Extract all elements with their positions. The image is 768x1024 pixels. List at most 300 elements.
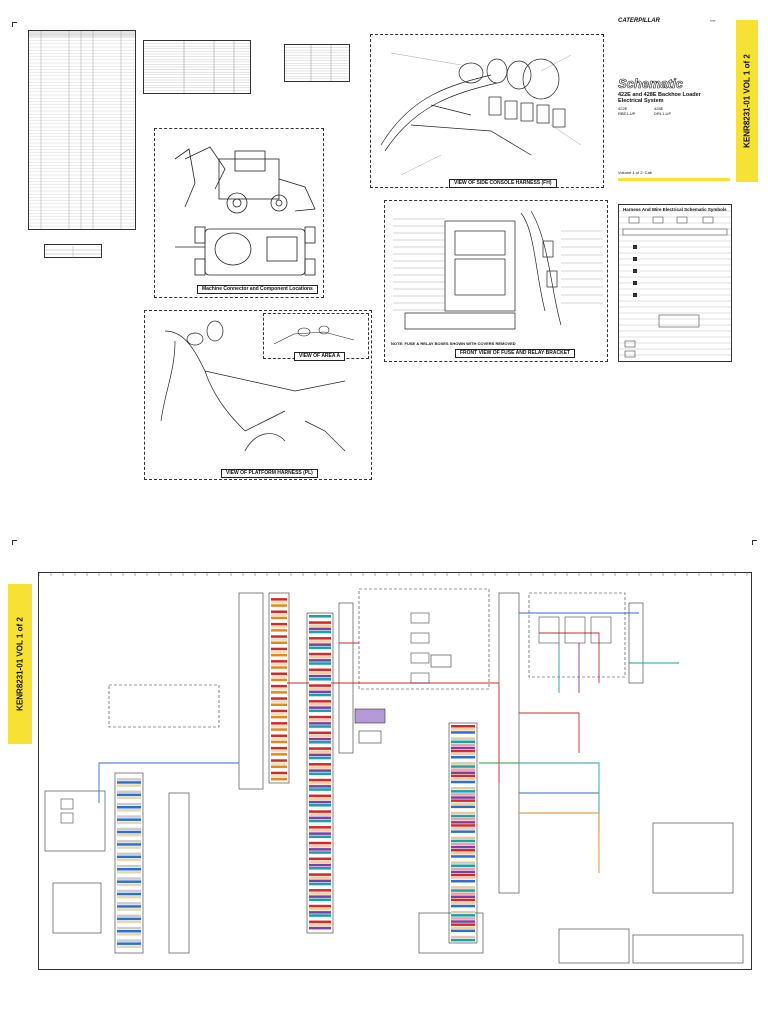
- wire-segment: [309, 905, 331, 908]
- wire-segment: [117, 899, 141, 902]
- wire-segment: [309, 706, 331, 709]
- wire-segment: [309, 776, 331, 779]
- wire-segment: [309, 873, 331, 876]
- wire-segment: [117, 915, 141, 918]
- wire-segment: [117, 775, 141, 778]
- wire-segment: [117, 859, 141, 862]
- wire-segment: [451, 725, 475, 728]
- fuse-relay-drawing: [385, 201, 607, 361]
- schematic-title: Schematic: [618, 76, 684, 91]
- wire-segment: [451, 787, 475, 790]
- wire-segment: [451, 821, 475, 824]
- wire-segment: [309, 659, 331, 662]
- wire-segment: [117, 803, 141, 806]
- machine-locations-panel: [154, 128, 324, 298]
- wire-segment: [451, 923, 475, 926]
- serial-right: DRL1-UP: [654, 111, 672, 116]
- brand-logo: CATERPILLAR: [618, 18, 660, 24]
- wire-segment: [309, 864, 331, 867]
- wire-segment: [309, 763, 331, 766]
- wire-segment: [309, 694, 331, 697]
- wire-segment: [309, 669, 331, 672]
- wire-segment: [309, 675, 331, 678]
- wire-segment: [117, 834, 141, 837]
- wire-segment: [309, 769, 331, 772]
- wire-segment: [271, 778, 287, 781]
- wire-segment: [451, 734, 475, 737]
- wire-segment: [271, 669, 287, 672]
- wire-segment: [309, 738, 331, 741]
- wire-segment: [271, 772, 287, 775]
- wire-segment: [117, 908, 141, 911]
- wire-segment: [271, 697, 287, 700]
- wire-segment: [451, 756, 475, 759]
- wire-segment: [271, 744, 287, 747]
- wire-segment: [451, 871, 475, 874]
- wire-segment: [309, 773, 331, 776]
- wire-segment: [309, 713, 331, 716]
- wire-segment: [309, 836, 331, 839]
- wire-segment: [451, 889, 475, 892]
- wire-segment: [309, 643, 331, 646]
- wire-segment: [271, 645, 287, 648]
- wire-segment: [117, 778, 141, 781]
- wire-segment: [271, 753, 287, 756]
- wire-segment: [271, 700, 287, 703]
- wire-segment: [117, 809, 141, 812]
- wire-segment: [451, 799, 475, 802]
- wire-segment: [309, 823, 331, 826]
- fuse-relay-caption: FRONT VIEW OF FUSE AND RELAY BRACKET: [455, 349, 575, 358]
- wire-segment: [271, 660, 287, 663]
- wire-segment: [271, 722, 287, 725]
- wire-segment: [451, 852, 475, 855]
- table-grid: [29, 31, 135, 229]
- harness-table-b: [284, 44, 350, 82]
- wire-segment: [271, 756, 287, 759]
- wire-segment: [117, 887, 141, 890]
- wire-segment: [309, 741, 331, 744]
- wire-segment: [309, 766, 331, 769]
- wire-segment: [451, 858, 475, 861]
- wire-segment: [271, 719, 287, 722]
- wire-segment: [117, 794, 141, 797]
- wire-segment: [451, 768, 475, 771]
- wire-segment: [271, 713, 287, 716]
- wire-segment: [117, 868, 141, 871]
- wire-segment: [271, 648, 287, 651]
- wire-segment: [309, 911, 331, 914]
- wire-segment: [309, 854, 331, 857]
- wire-segment: [451, 837, 475, 840]
- wire-segment: [451, 930, 475, 933]
- symbols-panel: [618, 204, 732, 362]
- wire-segment: [309, 697, 331, 700]
- wire-segment: [309, 880, 331, 883]
- wire-segment: [309, 832, 331, 835]
- wire-segment: [309, 640, 331, 643]
- wire-segment: [271, 747, 287, 750]
- wire-segment: [309, 650, 331, 653]
- wire-segment: [309, 788, 331, 791]
- wire-segment: [271, 623, 287, 626]
- wire-segment: [117, 862, 141, 865]
- wire-segment: [117, 846, 141, 849]
- wire-segment: [271, 595, 287, 598]
- wire-segment: [309, 719, 331, 722]
- connector-location-table: [28, 30, 136, 230]
- wire-segment: [117, 871, 141, 874]
- wire-segment: [117, 905, 141, 908]
- wire-segment: [309, 728, 331, 731]
- wire-segment: [117, 911, 141, 914]
- doc-meta: ▪▪▪▪: [710, 18, 716, 23]
- wire-segment: [271, 638, 287, 641]
- wire-segment: [271, 738, 287, 741]
- wire-segment: [451, 905, 475, 908]
- wire-segment: [309, 628, 331, 631]
- wire-segment: [309, 801, 331, 804]
- wire-segment: [309, 700, 331, 703]
- wire-segment: [451, 731, 475, 734]
- side-console-caption: VIEW OF SIDE CONSOLE HARNESS (FH): [449, 179, 557, 188]
- wire-segment: [117, 843, 141, 846]
- wire-segment: [117, 787, 141, 790]
- wire-segment: [309, 722, 331, 725]
- wire-segment: [451, 880, 475, 883]
- wire-segment: [117, 918, 141, 921]
- wire-segment: [451, 728, 475, 731]
- wire-segment: [117, 856, 141, 859]
- wire-segment: [117, 800, 141, 803]
- wire-segment: [271, 601, 287, 604]
- system-line: Electrical System: [618, 98, 664, 104]
- wire-segment: [117, 822, 141, 825]
- wire-segment: [309, 782, 331, 785]
- wire-segment: [309, 672, 331, 675]
- platform-caption: VIEW OF PLATFORM HARNESS (PL): [221, 469, 318, 478]
- wire-segment: [309, 615, 331, 618]
- wire-segment: [451, 772, 475, 775]
- wire-segment: [451, 933, 475, 936]
- symbols-drawing: [619, 205, 731, 361]
- wire-segment: [451, 765, 475, 768]
- wire-segment: [309, 785, 331, 788]
- wire-segment: [271, 676, 287, 679]
- wire-segment: [309, 647, 331, 650]
- wire-segment: [117, 930, 141, 933]
- doc-code-left: KENR8231-01 VOL 1 of 2: [15, 617, 25, 711]
- wire-segment: [309, 732, 331, 735]
- wire-segment: [271, 663, 287, 666]
- volume-line: Volume 1 of 2: Cab: [618, 170, 653, 175]
- wire-segment: [117, 939, 141, 942]
- wire-segment: [451, 781, 475, 784]
- wire-segment: [309, 889, 331, 892]
- wire-segment: [451, 877, 475, 880]
- wire-segment: [271, 654, 287, 657]
- serial-left: RBE1-UP: [618, 111, 636, 116]
- wire-segment: [451, 815, 475, 818]
- wire-segment: [309, 845, 331, 848]
- wire-segment: [451, 896, 475, 899]
- wire-segment: [451, 883, 475, 886]
- machine-locations-caption: Machine Connector and Component Locations: [197, 285, 318, 294]
- wire-segment: [309, 725, 331, 728]
- wire-segment: [117, 825, 141, 828]
- wire-segment: [451, 812, 475, 815]
- wire-segment: [309, 804, 331, 807]
- wire-segment: [271, 620, 287, 623]
- wire-segment: [309, 747, 331, 750]
- harness-table-a: [143, 40, 251, 94]
- wire-segment: [271, 642, 287, 645]
- wire-segment: [117, 828, 141, 831]
- wire-segment: [309, 813, 331, 816]
- wire-segment: [451, 737, 475, 740]
- wire-segment: [451, 902, 475, 905]
- wire-segment: [309, 798, 331, 801]
- wire-segment: [451, 741, 475, 744]
- doc-code-tab-left: [8, 584, 32, 744]
- wire-segment: [309, 757, 331, 760]
- area-a-caption: VIEW OF AREA A: [294, 352, 345, 361]
- wire-segment: [309, 914, 331, 917]
- wire-segment: [309, 908, 331, 911]
- wire-segment: [451, 911, 475, 914]
- wire-segment: [451, 827, 475, 830]
- wire-segment: [451, 834, 475, 837]
- wire-segment: [309, 892, 331, 895]
- wire-segment: [451, 849, 475, 852]
- wire-segment: [271, 629, 287, 632]
- doc-code-tab-right: [736, 20, 758, 182]
- wire-segment: [309, 678, 331, 681]
- wire-segment: [117, 877, 141, 880]
- wire-segment: [309, 886, 331, 889]
- wire-segment: [309, 750, 331, 753]
- serial-header-left: 422E: [618, 106, 628, 111]
- schematic-drawing: [39, 573, 751, 969]
- wire-segment: [271, 607, 287, 610]
- wire-segment: [451, 886, 475, 889]
- wire-segment: [271, 682, 287, 685]
- wire-segment: [309, 710, 331, 713]
- wire-segment: [117, 791, 141, 794]
- wire-segment: [117, 840, 141, 843]
- wire-segment: [451, 908, 475, 911]
- wire-segment: [309, 861, 331, 864]
- wire-segment: [309, 684, 331, 687]
- wire-segment: [451, 744, 475, 747]
- wire-segment: [309, 637, 331, 640]
- wire-segment: [451, 790, 475, 793]
- wire-segment: [451, 899, 475, 902]
- wire-segment: [451, 840, 475, 843]
- wire-segment: [309, 665, 331, 668]
- wire-segment: [271, 626, 287, 629]
- wire-segment: [271, 657, 287, 660]
- wire-segment: [117, 880, 141, 883]
- wire-segment: [309, 826, 331, 829]
- wire-segment: [117, 815, 141, 818]
- wire-segment: [309, 656, 331, 659]
- wire-segment: [309, 870, 331, 873]
- wire-segment: [309, 653, 331, 656]
- wire-segment: [271, 691, 287, 694]
- wire-segment: [117, 933, 141, 936]
- wire-segment: [451, 936, 475, 939]
- wire-segment: [309, 895, 331, 898]
- wire-segment: [451, 914, 475, 917]
- crop-mark: [12, 22, 17, 27]
- wire-segment: [309, 902, 331, 905]
- side-console-drawing: [371, 35, 603, 187]
- wire-segment: [271, 762, 287, 765]
- wire-segment: [451, 861, 475, 864]
- wire-segment: [271, 766, 287, 769]
- doc-code-right: KENR8231-01 VOL 1 of 2: [742, 54, 752, 148]
- wire-segment: [309, 687, 331, 690]
- wire-segment: [117, 853, 141, 856]
- wire-segment: [309, 662, 331, 665]
- wire-segment: [117, 921, 141, 924]
- wire-segment: [271, 679, 287, 682]
- wire-segment: [117, 849, 141, 852]
- wire-segment: [271, 632, 287, 635]
- wire-segment: [309, 829, 331, 832]
- symbols-title: Harness And Wire Electrical Schematic Symbols: [623, 207, 727, 212]
- wire-segment: [451, 855, 475, 858]
- wire-segment: [309, 791, 331, 794]
- wire-segment: [117, 806, 141, 809]
- wire-segment: [451, 747, 475, 750]
- small-legend-table: [44, 244, 102, 258]
- wire-segment: [451, 784, 475, 787]
- wire-segment: [309, 807, 331, 810]
- crop-mark: [752, 540, 757, 545]
- wire-segment: [451, 865, 475, 868]
- wire-segment: [451, 809, 475, 812]
- wire-segment: [451, 920, 475, 923]
- wire-segment: [309, 703, 331, 706]
- wire-segment: [271, 604, 287, 607]
- wire-segment: [271, 728, 287, 731]
- wire-segment: [309, 917, 331, 920]
- wire-segment: [309, 760, 331, 763]
- wire-segment: [451, 806, 475, 809]
- wire-segment: [451, 939, 475, 942]
- wire-segment: [309, 858, 331, 861]
- wire-segment: [309, 839, 331, 842]
- wire-segment: [309, 851, 331, 854]
- wire-segment: [271, 741, 287, 744]
- wire-segment: [271, 598, 287, 601]
- wire-segment: [309, 624, 331, 627]
- wire-segment: [271, 673, 287, 676]
- wire-segment: [451, 843, 475, 846]
- wire-segment: [451, 796, 475, 799]
- title-block: [614, 18, 734, 188]
- wire-segment: [117, 946, 141, 949]
- wire-segment: [117, 831, 141, 834]
- wire-segment: [271, 617, 287, 620]
- wire-segment: [309, 921, 331, 924]
- wire-segment: [309, 634, 331, 637]
- wire-segment: [271, 666, 287, 669]
- wire-segment: [309, 848, 331, 851]
- side-console-panel: [370, 34, 604, 188]
- wire-segment: [451, 750, 475, 753]
- wire-segment: [309, 691, 331, 694]
- wire-segment: [309, 621, 331, 624]
- wire-segment: [309, 867, 331, 870]
- wire-segment: [309, 817, 331, 820]
- wire-segment: [451, 830, 475, 833]
- wire-segment: [271, 750, 287, 753]
- wire-segment: [117, 874, 141, 877]
- wire-segment: [451, 778, 475, 781]
- wire-segment: [271, 769, 287, 772]
- bottom-schematic: [38, 572, 752, 970]
- wire-segment: [309, 927, 331, 930]
- wire-segment: [451, 824, 475, 827]
- wire-segment: [271, 716, 287, 719]
- wire-segment: [117, 797, 141, 800]
- wire-segment: [117, 865, 141, 868]
- wire-segment: [309, 810, 331, 813]
- wire-segment: [309, 795, 331, 798]
- wire-segment: [309, 631, 331, 634]
- wire-segment: [451, 927, 475, 930]
- wire-segment: [117, 936, 141, 939]
- wire-segment: [117, 896, 141, 899]
- wire-segment: [271, 735, 287, 738]
- fuse-note: NOTE: FUSE & RELAY BOXES SHOWN WITH COVERS REMOVED: [391, 341, 516, 346]
- wire-segment: [309, 744, 331, 747]
- wire-segment: [451, 868, 475, 871]
- wire-segment: [451, 803, 475, 806]
- wire-segment: [271, 635, 287, 638]
- wire-segment: [117, 784, 141, 787]
- wire-segment: [117, 818, 141, 821]
- wire-segment: [117, 927, 141, 930]
- wire-segment: [271, 614, 287, 617]
- wire-segment: [309, 681, 331, 684]
- wire-segment: [451, 775, 475, 778]
- wire-segment: [271, 688, 287, 691]
- wire-segment: [451, 759, 475, 762]
- wire-segment: [451, 846, 475, 849]
- wire-segment: [117, 781, 141, 784]
- wire-segment: [117, 837, 141, 840]
- wire-segment: [451, 917, 475, 920]
- wire-segment: [271, 704, 287, 707]
- serial-header-right: 428E: [654, 106, 664, 111]
- wire-segment: [271, 707, 287, 710]
- wire-segment: [271, 611, 287, 614]
- wire-segment: [309, 924, 331, 927]
- wire-segment: [451, 793, 475, 796]
- wire-segment: [271, 685, 287, 688]
- wire-segment: [117, 884, 141, 887]
- platform-panel: [144, 310, 372, 480]
- wire-segment: [271, 725, 287, 728]
- wire-segment: [117, 890, 141, 893]
- wire-segment: [451, 753, 475, 756]
- wire-segment: [309, 735, 331, 738]
- crop-mark: [12, 540, 17, 545]
